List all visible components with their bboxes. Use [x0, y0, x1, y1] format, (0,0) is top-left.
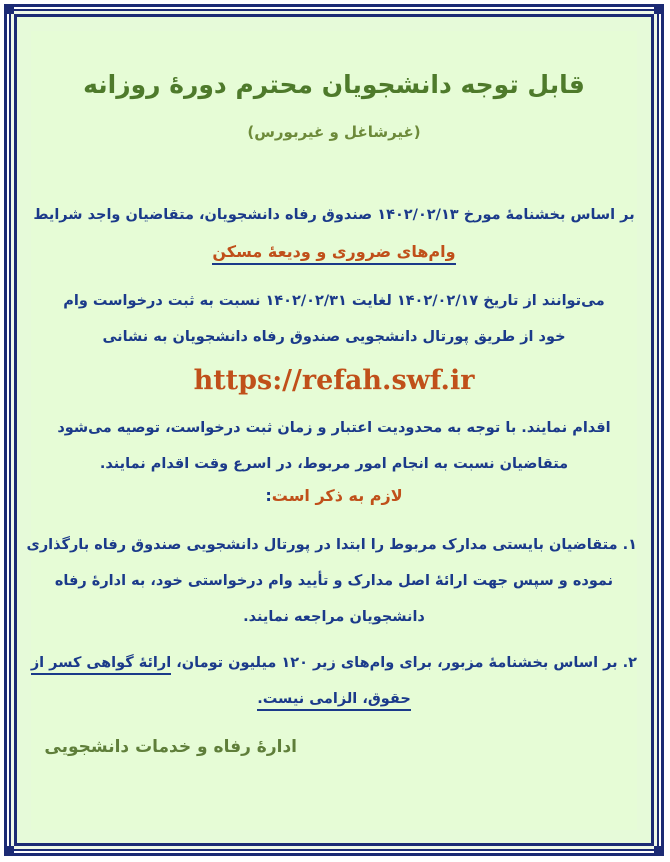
corner-ornament [4, 846, 14, 856]
notice-title: قابل توجه دانشجویان محترم دورهٔ روزانه [83, 70, 585, 99]
body-line-2: می‌توانند از تاریخ ۱۴۰۲/۰۲/۱۷ لغایت ۱۴۰۲/۰۲/۳۱ نسبت به ثبت درخواست وام [63, 293, 605, 309]
item-1-line-3: دانشجویان مراجعه نمایند. [243, 609, 425, 625]
corner-ornament [654, 846, 664, 856]
body-line-5: متقاضیان نسبت به انجام امور مربوط، در اسرع وقت اقدام نمایند. [99, 456, 569, 472]
item-2-line-1 [31, 655, 637, 671]
item-2-prefix: ۲. بر اساس بخشنامهٔ مزبور، برای وام‌های زیر ۱۲۰ میلیون تومان، [171, 655, 637, 671]
corner-ornament [654, 4, 664, 14]
note-heading-colon: : [265, 486, 272, 505]
loan-type-text: وام‌های ضروری و ودیعهٔ مسکن [212, 242, 455, 265]
item-2-line-2 [31, 691, 637, 707]
notice-panel [26, 31, 637, 830]
note-heading [31, 486, 637, 505]
loan-type [31, 242, 637, 261]
item-1-line-1: ۱. متقاضیان بایستی مدارک مربوط را ابتدا در پورتال دانشجویی صندوق رفاه بارگذاری [26, 537, 637, 553]
note-heading-text: لازم به ذکر است [271, 486, 403, 505]
item-2-line-2-text: حقوق، الزامی نیست. [257, 691, 411, 711]
portal-url[interactable]: https://refah.swf.ir [193, 365, 475, 396]
signature: ادارهٔ رفاه و خدمات دانشجویی [44, 737, 297, 757]
item-1-line-2: نموده و سپس جهت ارائهٔ اصل مدارک و تأیید وام درخواستی خود، به ادارهٔ رفاه [54, 573, 614, 589]
body-line-3: خود از طریق پورتال دانشجویی صندوق رفاه دانشجویان به نشانی [102, 329, 566, 345]
body-line-1: بر اساس بخشنامهٔ مورخ ۱۴۰۲/۰۲/۱۳ صندوق رفاه دانشجویان، متقاضیان واجد شرایط [33, 207, 635, 223]
body-line-4: اقدام نمایند. با توجه به محدودیت اعتبار و زمان ثبت درخواست، توصیه می‌شود [57, 420, 611, 436]
notice-subtitle: (غیرشاغل و غیربورس) [247, 123, 421, 141]
item-2-highlight: ارائهٔ گواهی کسر از [31, 655, 171, 675]
corner-ornament [4, 4, 14, 14]
